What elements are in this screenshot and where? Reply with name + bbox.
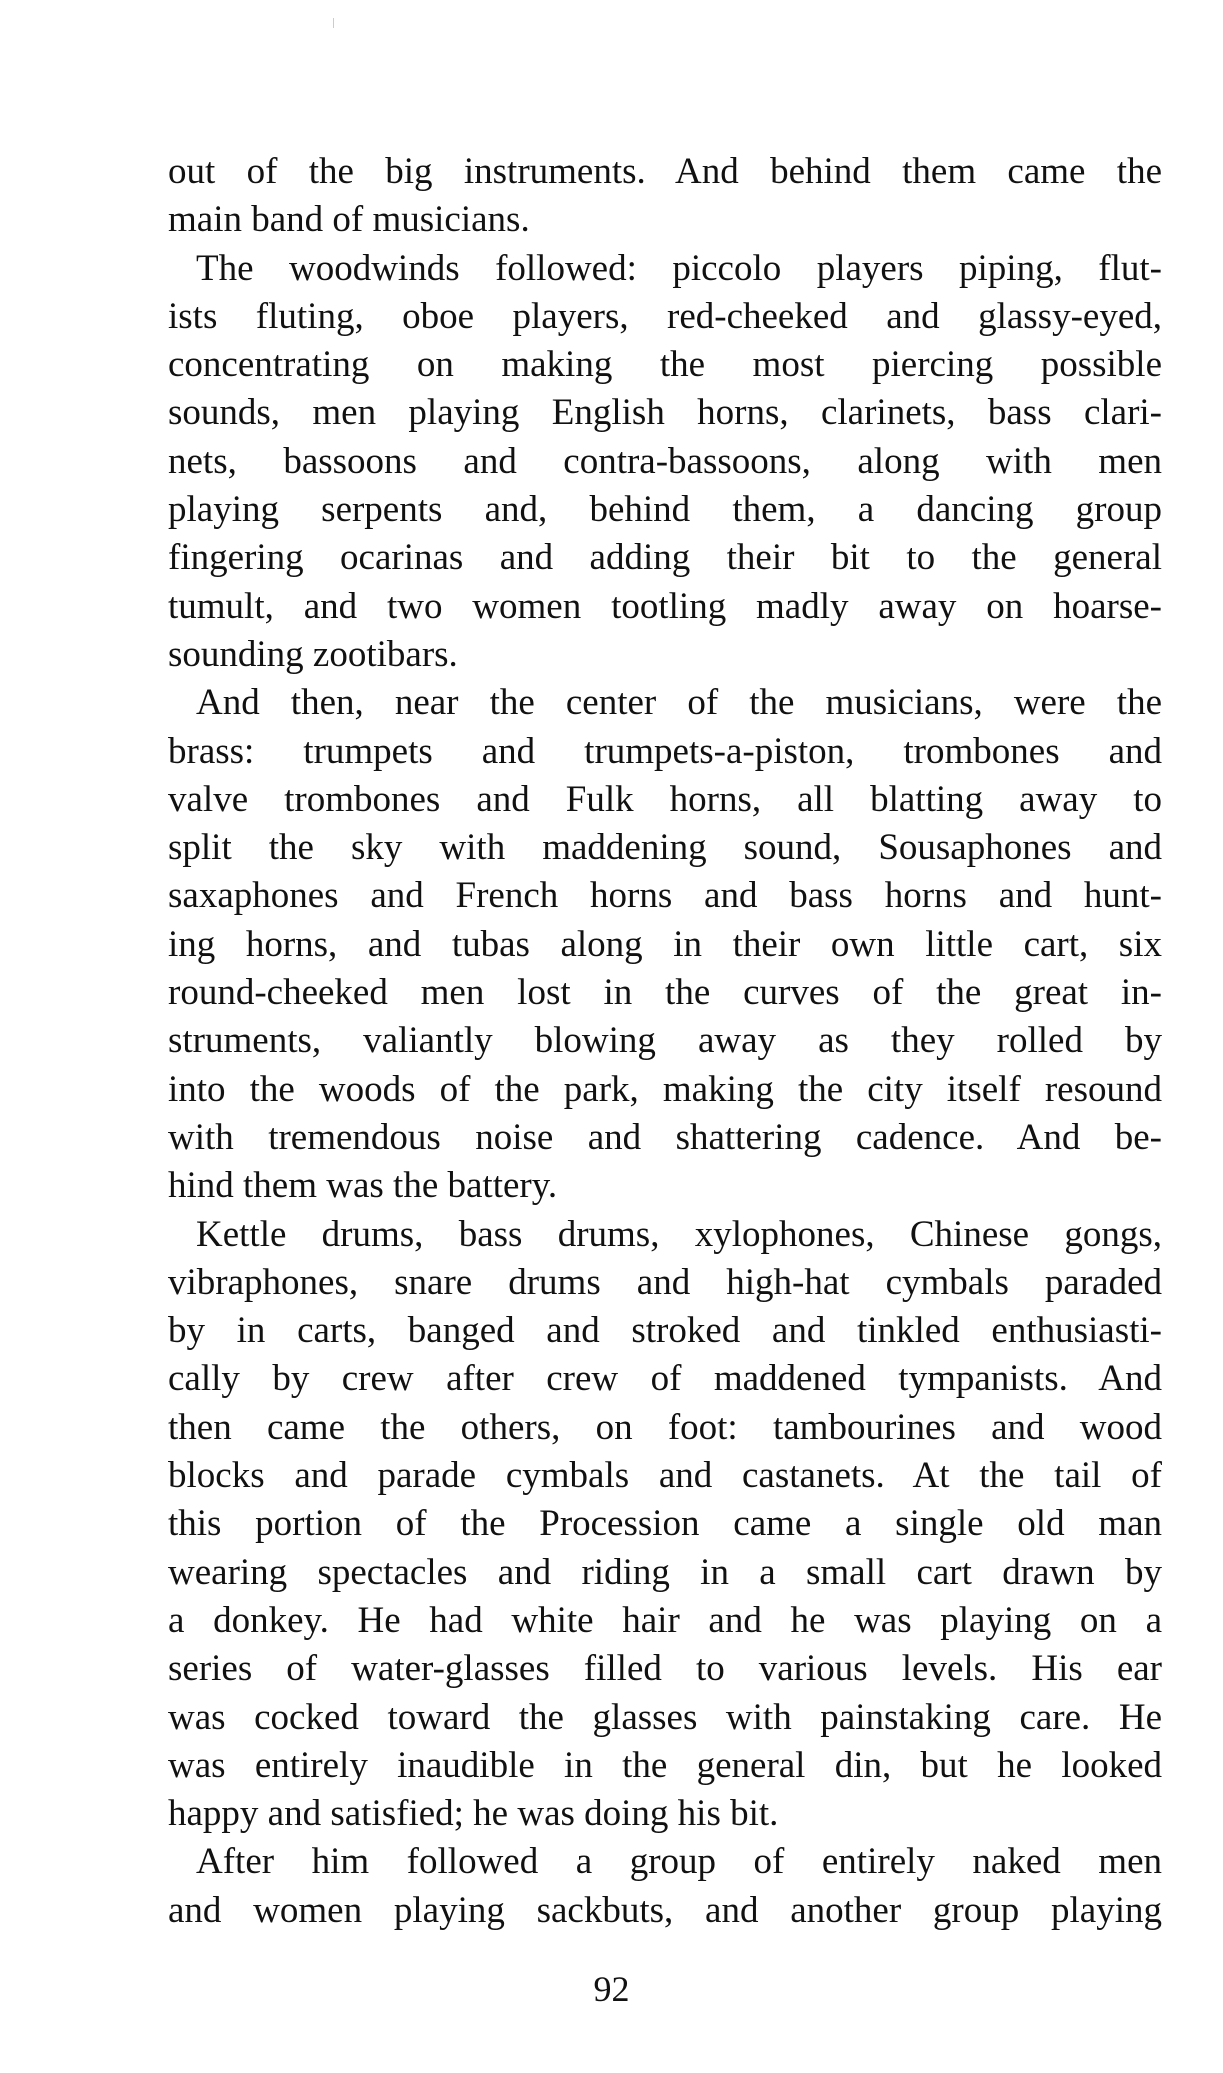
- text-line: into the woods of the park, making the city itself resound: [168, 1068, 1162, 1110]
- text-line: by in carts, banged and stroked and tinkled enthusiasti-: [168, 1310, 1162, 1352]
- text-line: blocks and parade cymbals and castanets. At the tail of: [168, 1455, 1162, 1497]
- paragraph: [168, 148, 1162, 245]
- text-line: sounds, men playing English horns, clarinets, bass clari-: [168, 392, 1162, 434]
- text-line: ing horns, and tubas along in their own little cart, six: [168, 923, 1162, 965]
- text-line: wearing spectacles and riding in a small cart drawn by: [168, 1551, 1162, 1593]
- text-line: The woodwinds followed: piccolo players piping, flut-: [196, 247, 1162, 289]
- text-line: tumult, and two women tootling madly away on hoarse-: [168, 585, 1162, 627]
- page-number: 92: [593, 1969, 630, 2009]
- text-line: sounding zootibars.: [168, 633, 458, 675]
- text-line: fingering ocarinas and adding their bit to the general: [168, 537, 1162, 579]
- text-line: was cocked toward the glasses with painstaking care. He: [168, 1696, 1162, 1738]
- text-line: round-cheeked men lost in the curves of the great in-: [168, 972, 1162, 1014]
- text-line: and women playing sackbuts, and another group playing: [168, 1889, 1162, 1931]
- text-line: out of the big instruments. And behind them came the: [168, 151, 1162, 192]
- text-line: saxaphones and French horns and bass horns and hunt-: [168, 875, 1162, 917]
- text-line: a donkey. He had white hair and he was playing on a: [168, 1599, 1162, 1641]
- text-line: After him followed a group of entirely naked men: [196, 1841, 1162, 1883]
- text-line: ists fluting, oboe players, red-cheeked and glassy-eyed,: [168, 295, 1162, 337]
- text-line: Kettle drums, bass drums, xylophones, Chinese gongs,: [196, 1213, 1162, 1255]
- paragraph: [168, 1211, 1162, 1839]
- text-line: And then, near the center of the musicians, were the: [196, 682, 1162, 724]
- text-line: this portion of the Procession came a single old man: [168, 1503, 1162, 1545]
- text-line: happy and satisfied; he was doing his bit.: [168, 1793, 779, 1835]
- text-line: playing serpents and, behind them, a dancing group: [168, 489, 1162, 531]
- text-line: nets, bassoons and contra-bassoons, along with men: [168, 440, 1162, 482]
- text-line: split the sky with maddening sound, Sousaphones and: [168, 827, 1162, 869]
- text-line: then came the others, on foot: tambourines and wood: [168, 1406, 1162, 1448]
- text-line: hind them was the battery.: [168, 1165, 558, 1207]
- text-line: cally by crew after crew of maddened tympanists. And: [168, 1358, 1162, 1400]
- text-line: concentrating on making the most piercing possible: [168, 344, 1162, 386]
- page-body: [168, 148, 1162, 1935]
- text-line: struments, valiantly blowing away as they rolled by: [168, 1020, 1162, 1062]
- text-line: valve trombones and Fulk horns, all blatting away to: [168, 778, 1162, 820]
- paragraph: [168, 245, 1162, 680]
- paragraph: [168, 679, 1162, 1210]
- text-line: brass: trumpets and trumpets-a-piston, trombones and: [168, 730, 1162, 772]
- text-line: with tremendous noise and shattering cadence. And be-: [168, 1116, 1162, 1158]
- text-line: series of water-glasses filled to various levels. His ear: [168, 1648, 1162, 1690]
- paragraph: [168, 1838, 1162, 1935]
- text-line: vibraphones, snare drums and high-hat cymbals paraded: [168, 1261, 1162, 1303]
- text-line: main band of musicians.: [168, 199, 530, 241]
- scan-mark: [333, 18, 334, 28]
- text-line: was entirely inaudible in the general din, but he looked: [168, 1744, 1162, 1786]
